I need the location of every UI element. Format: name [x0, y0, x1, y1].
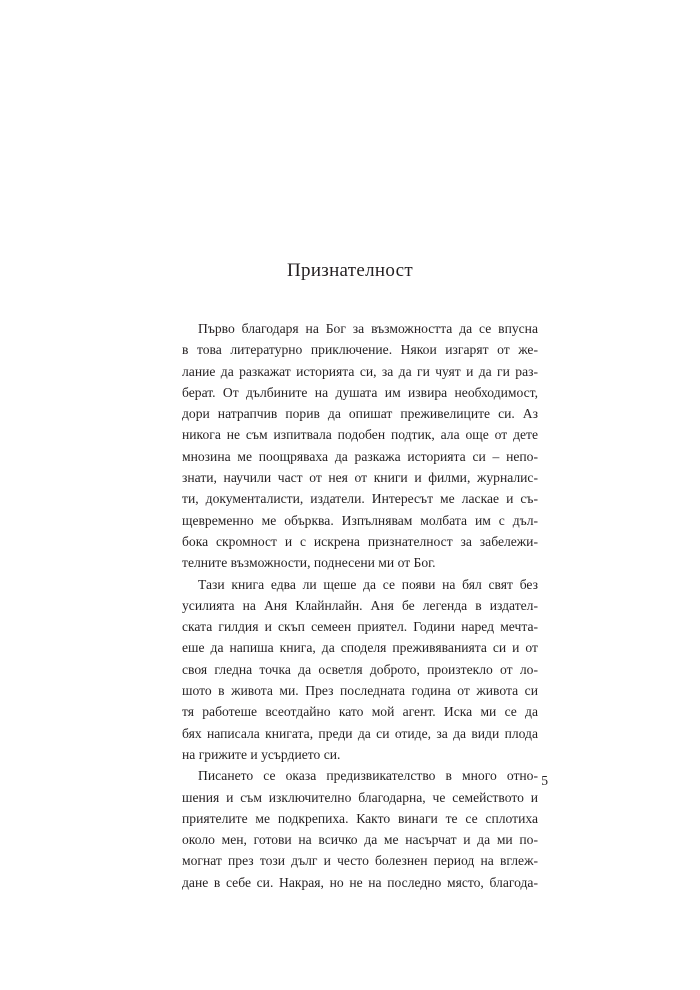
paragraph	[182, 318, 538, 574]
text-line: телните възможности, поднесени ми от Бог.	[182, 555, 436, 571]
text-line: шото в живота ми. През последната година от живота си	[182, 683, 538, 699]
paragraph	[182, 765, 538, 893]
text-line: ската гилдия и скъп семеен приятел. Години наред мечта-	[182, 619, 538, 635]
text-line: тя работеше всеотдайно като мой агент. Иска ми се да	[182, 704, 538, 720]
text-line: Тази книга едва ли щеше да се появи на бял свят без	[198, 576, 538, 592]
text-line: около мен, готови на всичко да ме насърчат и да ми по-	[182, 832, 538, 848]
text-line: знати, научили част от нея от книги и филми, журналис-	[182, 470, 538, 486]
text-line: берат. От дълбините на душата им извира необходимост,	[182, 384, 538, 400]
text-line: бях написала книгата, преди да си отиде, за да види плода	[182, 725, 538, 741]
text-line: на грижите и усърдието си.	[182, 746, 341, 762]
text-line: в това литературно приключение. Някои изгарят от же-	[182, 342, 538, 358]
text-line: своя гледна точка да осветля доброто, произтекло от ло-	[182, 661, 538, 677]
text-line: Първо благодаря на Бог за възможността да се впусна	[198, 321, 538, 336]
paragraph	[182, 574, 538, 766]
text-line: Писането се оказа предизвикателство в много отно-	[198, 768, 538, 784]
text-line: лание да разкажат историята си, за да ги чуят и да ги раз-	[182, 363, 538, 379]
text-line: никога не съм изпитвала подобен подтик, ала още от дете	[182, 427, 538, 443]
page-number: 5	[541, 773, 548, 788]
text-line: мнозина ме поощряваха да разкажа историята си – непо-	[182, 448, 538, 464]
text-line: приятелите ме подкрепиха. Както винаги те се сплотиха	[182, 810, 538, 826]
text-line: ти, документалисти, издатели. Интересът ме ласкае и съ-	[182, 491, 538, 507]
text-line: бока скромност и с искрена признателност за забележи-	[182, 533, 538, 549]
body-text	[182, 318, 538, 893]
text-line: могнат през този дълг и често болезнен период на вглеж-	[182, 853, 538, 869]
text-line: дори натрапчив порив да опишат преживелиците си. Аз	[182, 406, 538, 422]
text-line: еше да напиша книга, да споделя преживяванията си и от	[182, 640, 538, 656]
text-line: усилията на Аня Клайнлайн. Аня бе легенда в издател-	[182, 597, 538, 613]
text-line: дане в себе си. Накрая, но не на последно място, благода-	[182, 874, 538, 890]
page-title: Признателност	[287, 260, 413, 281]
text-line: щевременно ме обърква. Изпълнявам молбата им с дъл-	[182, 512, 538, 528]
text-line: шения и съм изключително благодарна, че семейството и	[182, 789, 538, 805]
